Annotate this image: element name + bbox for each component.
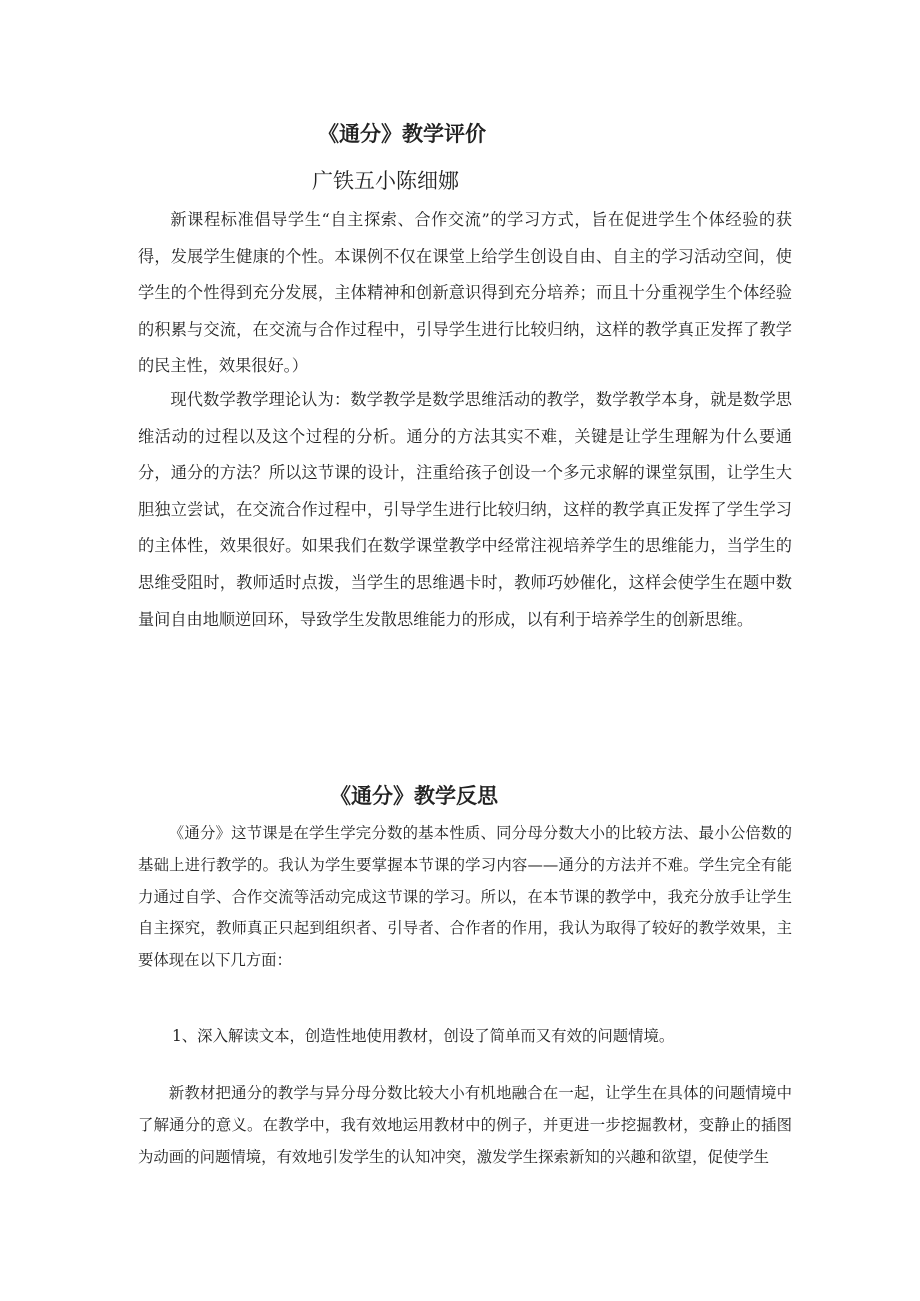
evaluation-paragraph-2: 现代数学教学理论认为：数学教学是数学思维活动的教学，数学教学本身，就是数学思维活动的过程以及这个过程的分析。通分的方法其实不难，关键是让学生理解为什么要通分，通分的方法？所以这节课的设计，注重给孩子创设一个多元求解的课堂氛围，让学生大胆独立尝试，在交流合作过程中，引导学生进行比较归纳，这样的教学真正发挥了学生学习的主体性，效果很好。如果我们在数学课堂教学中经常注视培养学生的思维能力，当学生的思维受阻时，教师适时点拨，当学生的思维遇卡时，教师巧妙催化，这样会使学生在题中数量间自由地顺逆回环，导致学生发散思维能力的形成，以有利于培养学生的创新思维。: [138, 390, 792, 629]
evaluation-paragraph-1: 新课程标准倡导学生“自主探索、合作交流”的学习方式，旨在促进学生个体经验的获得，发展学生健康的个性。本课例不仅在课堂上给学生创设自由、自主的学习活动空间，使学生的个性得到充分发展，主体精神和创新意识得到充分培养；而且十分重视学生个体经验的积累与交流，在交流与合作过程中，引导学生进行比较归纳，这样的教学真正发挥了教学的民主性，效果很好。）: [138, 210, 792, 376]
author-line: 广铁五小陈细娜: [312, 169, 459, 193]
reflection-point-paragraph-1: 新教材把通分的教学与异分母分数比较大小有机地融合在一起，让学生在具体的问题情境中了解通分的意义。在教学中，我有效地运用教材中的例子，并更进一步挖掘教材，变静止的插图为动画的问题情境，有效地引发学生的认知冲突，激发学生探索新知的兴趣和欲望，促使学生: [138, 1084, 792, 1166]
reflection-point-heading-1: 1、深入解读文本，创造性地使用教材，创设了简单而又有效的问题情境。: [172, 1027, 675, 1045]
reflection-title: 《通分》教学反思: [330, 783, 498, 808]
evaluation-title: 《通分》教学评价: [318, 121, 486, 146]
reflection-intro-paragraph: 《通分》这节课是在学生学完分数的基本性质、同分母分数大小的比较方法、最小公倍数的基础上进行教学的。我认为学生要掌握本节课的学习内容——通分的方法并不难。学生完全有能力通过自学、合作交流等活动完成这节课的学习。所以，在本节课的教学中，我充分放手让学生自主探究，教师真正只起到组织者、引导者、合作者的作用，我认为取得了较好的教学效果，主要体现在以下几方面：: [138, 824, 792, 970]
